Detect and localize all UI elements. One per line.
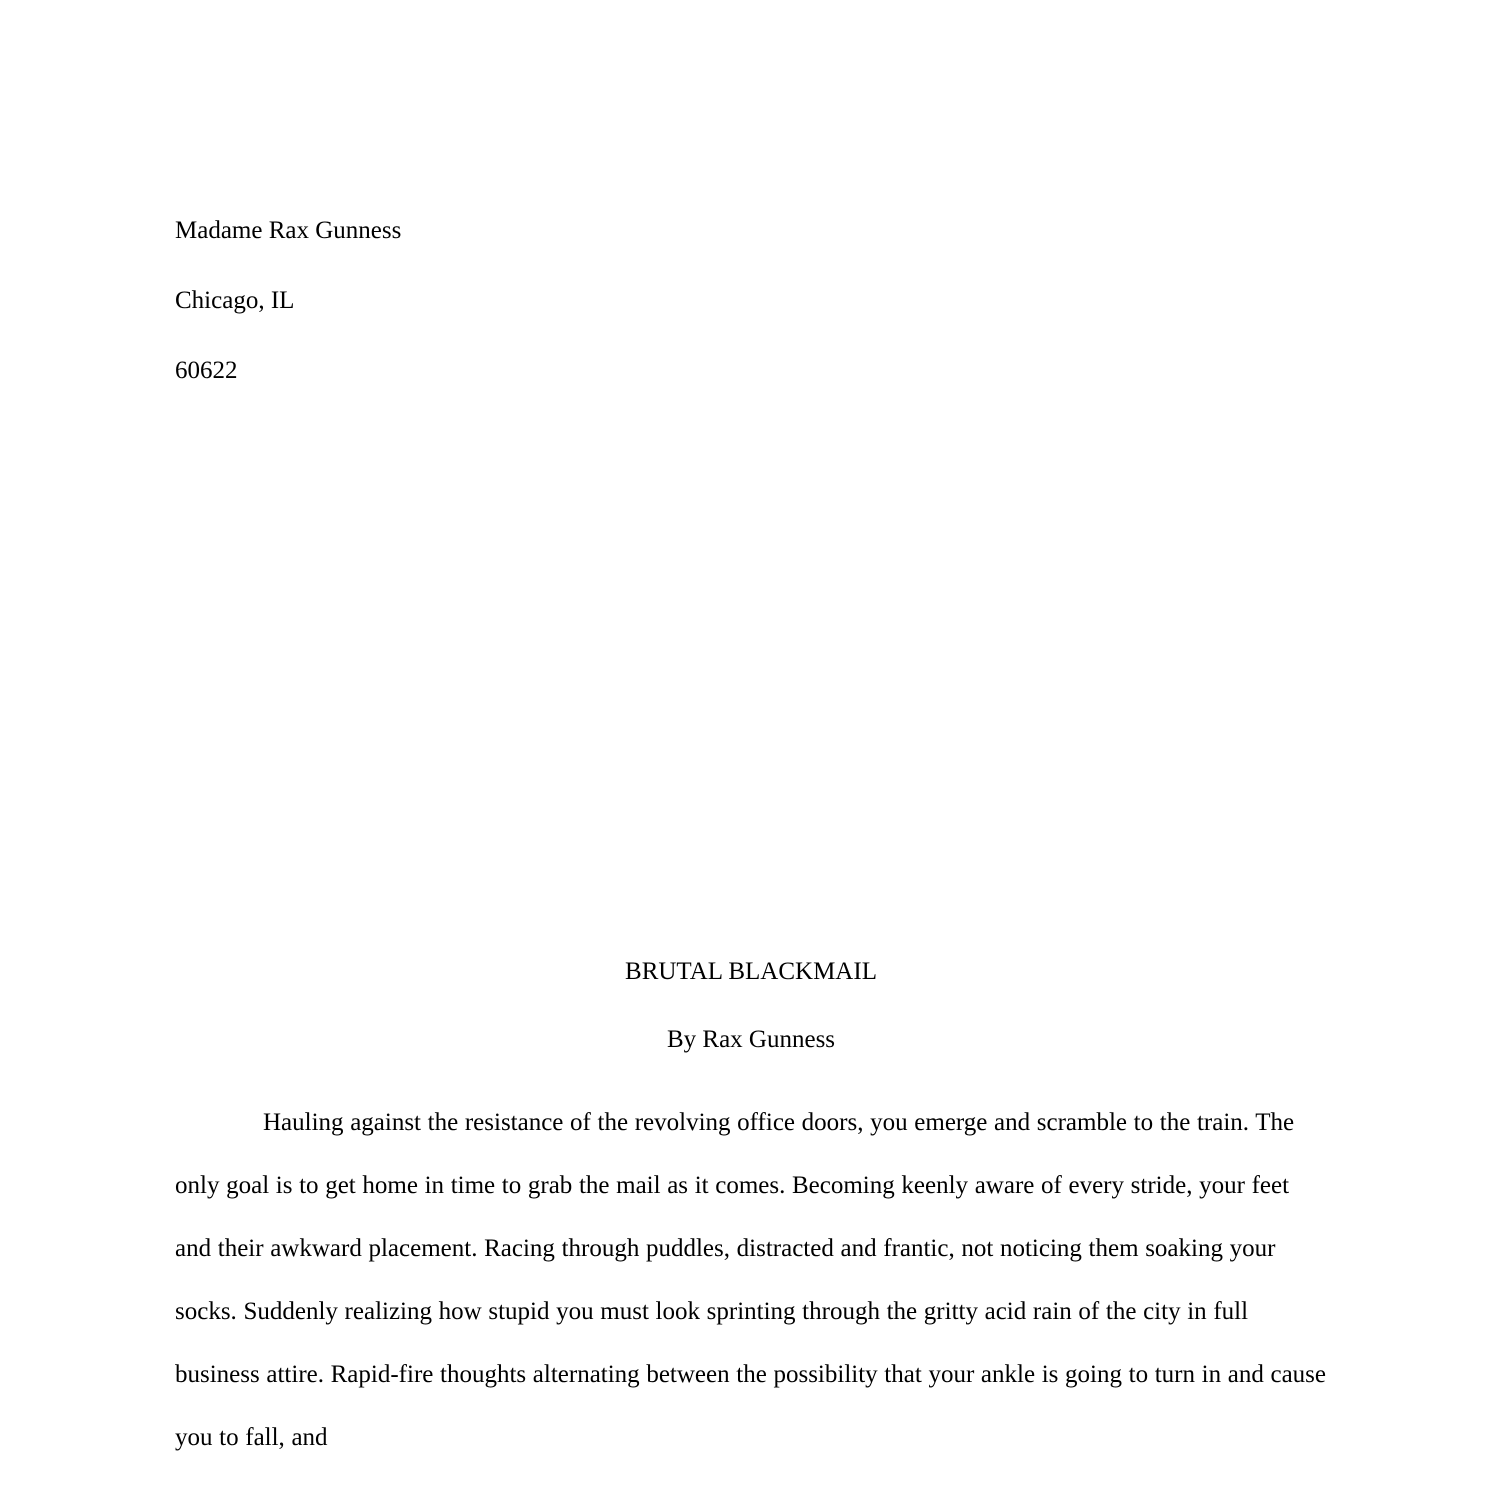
body-paragraph: Hauling against the resistance of the revolving office doors, you emerge and scramble to the train. The only goal is to get home in time to grab the mail as it comes. Becoming keenly aware of every stride, your feet and their awkward placement. Racing through puddles, distracted and frantic, not noticing them soaking your socks. Suddenly realizing how stupid you must look sprinting through the gritty acid rain of the city in full business attire. Rapid-fire thoughts alternating between the possibility that your ankle is going to turn in and cause you to fall, and <box>175 1109 1327 1451</box>
address-name: Madame Rax Gunness <box>175 217 402 244</box>
return-address-block <box>175 178 401 423</box>
page-title: BRUTAL BLACKMAIL <box>625 958 877 985</box>
byline: By Rax Gunness <box>666 1026 836 1053</box>
address-zip: 60622 <box>175 357 238 384</box>
document-body <box>175 955 1327 1469</box>
address-city-state: Chicago, IL <box>175 287 295 314</box>
